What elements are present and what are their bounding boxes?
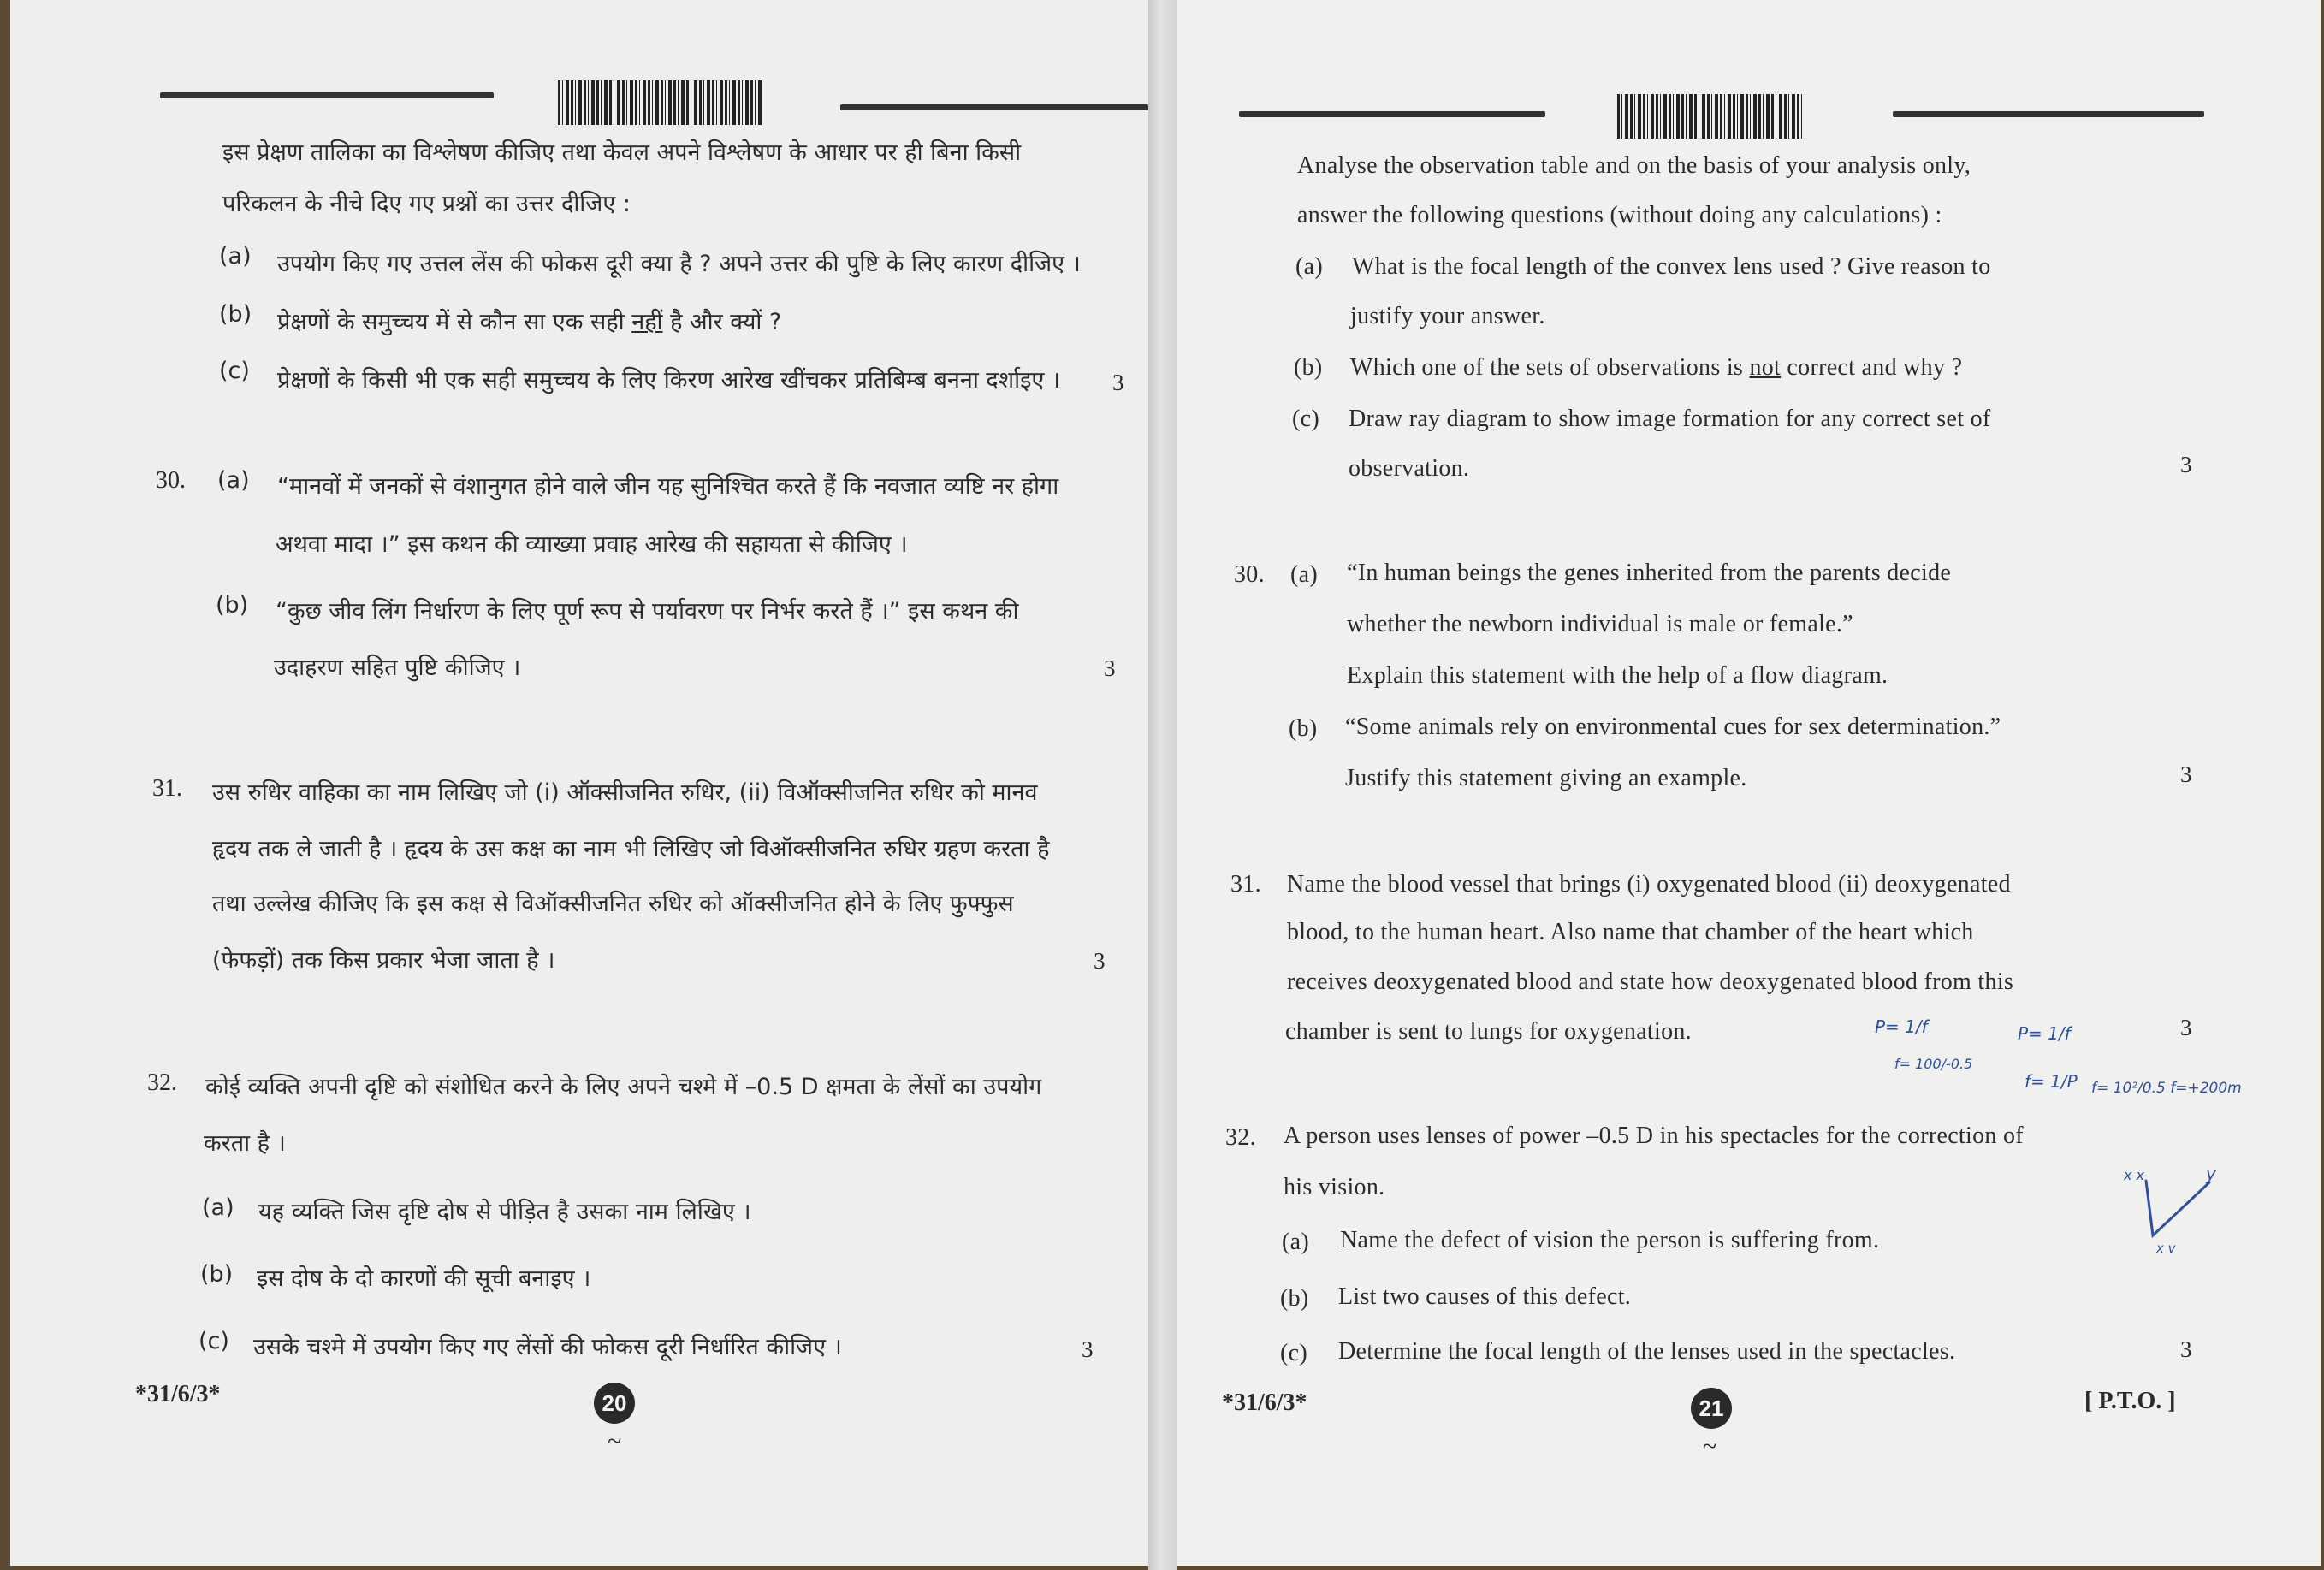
header-rule-left — [1239, 111, 1545, 117]
q32-line-2: his vision. — [1284, 1174, 1385, 1200]
q29c-line-2: observation. — [1349, 455, 1470, 482]
q32c-text: उसके चश्मे में उपयोग किए गए लेंसों की फोकस दूरी निर्धारित कीजिए । — [253, 1334, 842, 1360]
handwritten-note-2: f= 100/-0.5 — [1894, 1056, 1973, 1072]
q29b-text-after: है और क्यों ? — [662, 309, 782, 335]
q30b-line-1: “Some animals rely on environmental cues for sex determination.” — [1345, 714, 2001, 740]
book-gutter — [1148, 0, 1177, 1570]
right-page-english — [1177, 0, 2321, 1566]
q32-marks: 3 — [1082, 1336, 1094, 1362]
q30a-line-2: whether the newborn individual is male or female.” — [1347, 611, 1853, 637]
q29a-line-1: What is the focal length of the convex lens used ? Give reason to — [1352, 253, 1991, 280]
q31-number: 31. — [152, 775, 182, 802]
q30b-line-2: उदाहरण सहित पुष्टि कीजिए । — [274, 655, 521, 681]
q30a-line-1: “मानवों में जनकों से वंशानुगत होने वाले जीन यह सुनिश्चित करते हैं कि नवजात व्यष्टि नर होगा — [277, 473, 1059, 500]
q29b-text — [1350, 354, 1962, 382]
q29b-text — [277, 305, 781, 336]
header-rule-right — [840, 104, 1148, 110]
q30-marks: 3 — [2180, 761, 2192, 787]
intro-line-2: परिकलन के नीचे दिए गए प्रश्नों का उत्तर दीजिए : — [222, 191, 631, 217]
q30b-line-2: Justify this statement giving an example. — [1345, 765, 1747, 791]
q32b-text: इस दोष के दो कारणों की सूची बनाइए । — [257, 1265, 591, 1292]
q31-number: 31. — [1230, 871, 1261, 898]
barcode — [558, 80, 763, 125]
q29a-label: (a) — [219, 243, 252, 270]
q29a-text: उपयोग किए गए उत्तल लेंस की फोकस दूरी क्या है ? अपने उत्तर की पुष्टि के लिए कारण दीजिए । — [277, 251, 1081, 277]
handwritten-note-1: P= 1/f — [1875, 1016, 1928, 1037]
intro-line-2: answer the following questions (without doing any calculations) : — [1297, 202, 1942, 228]
q32b-label: (b) — [1280, 1285, 1309, 1312]
q31-line-1: Name the blood vessel that brings (i) oxygenated blood (ii) deoxygenated — [1287, 871, 2011, 898]
handwritten-sketch-lines — [2146, 1181, 2209, 1235]
q32-marks: 3 — [2180, 1336, 2192, 1362]
q29b-text-underlined: not — [1749, 354, 1782, 381]
q32-line-2: करता है । — [204, 1130, 286, 1157]
q29-marks: 3 — [1112, 370, 1124, 395]
left-page-hindi — [10, 0, 1148, 1566]
handwritten-note-3: P= 1/f — [2018, 1023, 2071, 1044]
q29b-text-after: correct and why ? — [1781, 354, 1963, 381]
q32c-label: (c) — [1280, 1340, 1307, 1366]
q29-marks: 3 — [2180, 452, 2192, 477]
handwritten-note-7: y — [2206, 1164, 2216, 1184]
q31-line-2: हृदय तक ले जाती है । हृदय के उस कक्ष का नाम भी लिखिए जो विऑक्सीजनित रुधिर ग्रहण करता है — [212, 836, 1050, 862]
q32c-label: (c) — [199, 1328, 229, 1354]
q29b-label: (b) — [219, 301, 252, 328]
q32c-text: Determine the focal length of the lenses used in the spectacles. — [1338, 1338, 1956, 1365]
q30a-line-1: “In human beings the genes inherited from the parents decide — [1347, 560, 1952, 586]
q32-number: 32. — [1225, 1124, 1256, 1151]
intro-line-1: Analyse the observation table and on the basis of your analysis only, — [1297, 152, 1971, 179]
q30a-label: (a) — [217, 467, 250, 494]
q31-line-4: chamber is sent to lungs for oxygenation. — [1285, 1018, 1692, 1045]
q32a-text: यह व्यक्ति जिस दृष्टि दोष से पीड़ित है उसका नाम लिखिए । — [258, 1199, 751, 1225]
q29b-text-before: प्रेक्षणों के समुच्चय में से कौन सा एक सही — [277, 309, 632, 335]
page-number-badge: 20 — [594, 1383, 635, 1424]
q29c-line-1: Draw ray diagram to show image formation for any correct set of — [1349, 406, 1991, 432]
header-rule-left — [160, 92, 494, 98]
barcode — [1617, 94, 1805, 139]
q32-line-1: कोई व्यक्ति अपनी दृष्टि को संशोधित करने के लिए अपने चश्मे में –0.5 D क्षमता के लेंसों का उपयोग — [205, 1074, 1042, 1100]
q31-line-2: blood, to the human heart. Also name that chamber of the heart which — [1287, 919, 1974, 945]
q30-number: 30. — [1234, 561, 1265, 588]
q29b-label: (b) — [1294, 354, 1323, 381]
q29b-text-underlined: नहीं — [631, 309, 663, 335]
q31-marks: 3 — [1094, 948, 1106, 974]
footer-code: *31/6/3* — [1222, 1389, 1307, 1416]
page-number-badge: 21 — [1691, 1388, 1732, 1429]
handwritten-note-8: x v — [2156, 1241, 2176, 1256]
q29c-text: प्रेक्षणों के किसी भी एक सही समुच्चय के लिए किरण आरेख खींचकर प्रतिबिम्ब बनना दर्शाइए । — [277, 367, 1061, 394]
footer-tilde: ~ — [608, 1427, 622, 1455]
q29a-label: (a) — [1295, 253, 1323, 280]
q32-number: 32. — [147, 1069, 177, 1096]
q31-line-1: उस रुधिर वाहिका का नाम लिखिए जो (i) ऑक्सीजनित रुधिर, (ii) विऑक्सीजनित रुधिर को मानव — [212, 779, 1038, 806]
handwritten-note-5: f= 10²/0.5 f=+200m — [2091, 1080, 2242, 1097]
intro-line-1: इस प्रेक्षण तालिका का विश्लेषण कीजिए तथा केवल अपने विश्लेषण के आधार पर ही बिना किसी — [222, 139, 1022, 166]
q32a-label: (a) — [202, 1194, 234, 1221]
q30-number: 30. — [156, 467, 186, 494]
q29c-label: (c) — [219, 358, 250, 384]
q31-line-4: (फेफड़ों) तक किस प्रकार भेजा जाता है । — [212, 947, 555, 974]
q30b-line-1: “कुछ जीव लिंग निर्धारण के लिए पूर्ण रूप से पर्यावरण पर निर्भर करते हैं ।” इस कथन की — [276, 598, 1019, 625]
header-rule-right — [1893, 111, 2204, 117]
pto-label: [ P.T.O. ] — [2084, 1388, 2176, 1414]
footer-code: *31/6/3* — [135, 1381, 221, 1407]
q32a-label: (a) — [1282, 1229, 1309, 1255]
q30b-label: (b) — [216, 592, 249, 619]
q30a-label: (a) — [1290, 561, 1318, 588]
q30-marks: 3 — [1104, 655, 1116, 681]
q32a-text: Name the defect of vision the person is suffering from. — [1340, 1227, 1880, 1253]
handwritten-note-4: f= 1/P — [2025, 1071, 2078, 1092]
handwritten-note-6: x x — [2124, 1167, 2145, 1183]
q32-line-1: A person uses lenses of power –0.5 D in his spectacles for the correction of — [1284, 1123, 2024, 1149]
q31-line-3: तथा उल्लेख कीजिए कि इस कक्ष से विऑक्सीजनित रुधिर को ऑक्सीजनित होने के लिए फुफ्फुस — [212, 891, 1014, 917]
footer-tilde: ~ — [1703, 1432, 1717, 1460]
q31-line-3: receives deoxygenated blood and state how deoxygenated blood from this — [1287, 969, 2014, 995]
q30a-line-2: अथवा मादा ।” इस कथन की व्याख्या प्रवाह आरेख की सहायता से कीजिए । — [276, 531, 908, 558]
q32b-label: (b) — [200, 1261, 234, 1288]
q31-marks: 3 — [2180, 1015, 2192, 1040]
q30a-line-3: Explain this statement with the help of a flow diagram. — [1347, 662, 1888, 689]
q32b-text: List two causes of this defect. — [1338, 1283, 1632, 1310]
q29a-line-2: justify your answer. — [1350, 303, 1545, 329]
q29c-label: (c) — [1292, 406, 1319, 432]
q30b-label: (b) — [1289, 715, 1318, 742]
q29b-text-before: Which one of the sets of observations is — [1350, 354, 1750, 381]
